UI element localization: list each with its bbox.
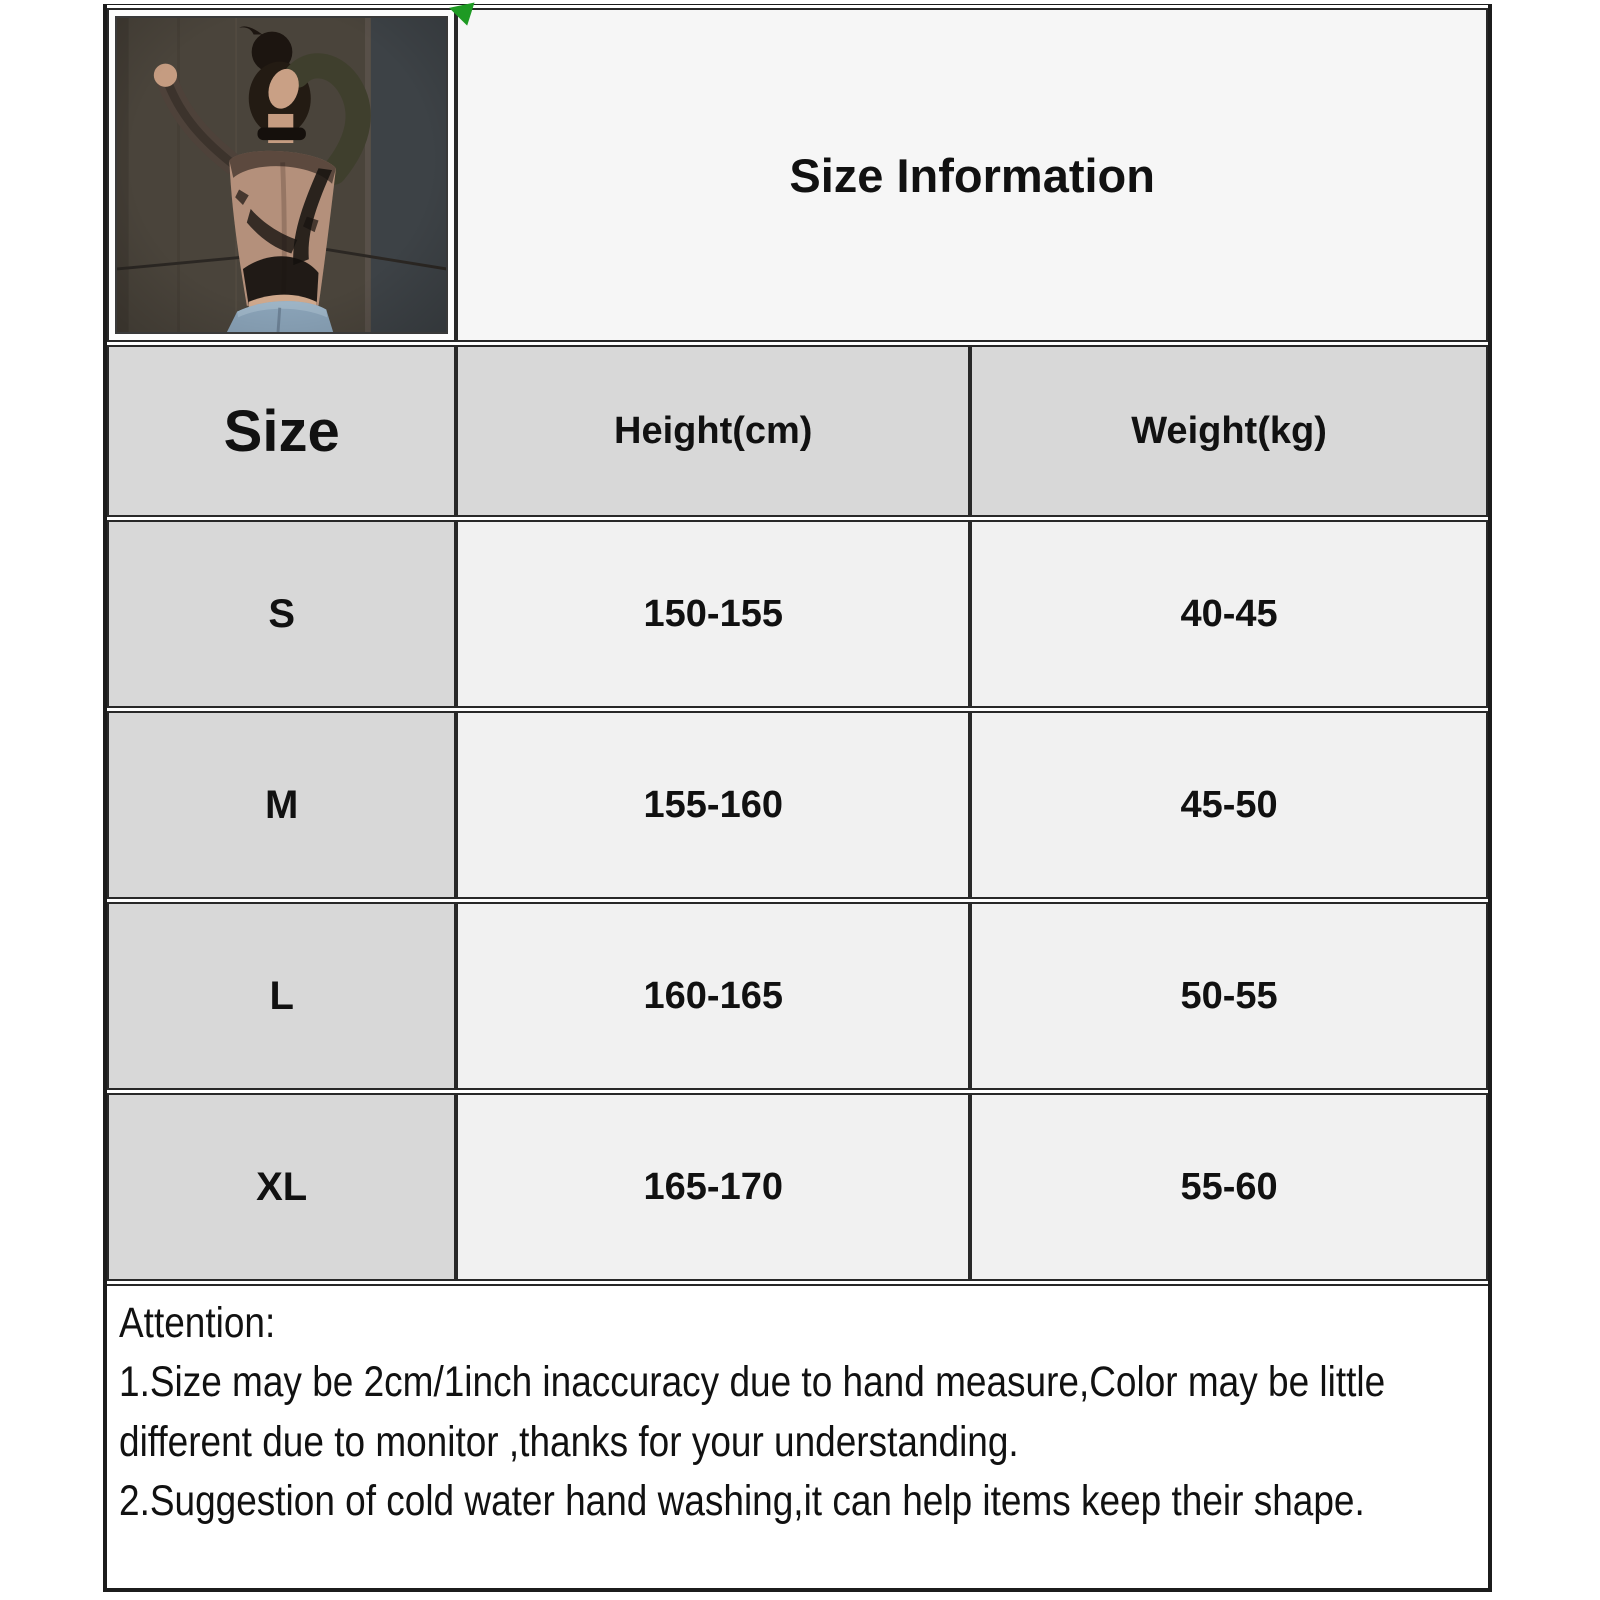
attention-note-1b: different due to monitor ,thanks for your understanding. bbox=[119, 1417, 1019, 1466]
weight-value: 50-55 bbox=[970, 902, 1488, 1090]
attention-note-1a: 1.Size may be 2cm/1inch inaccuracy due to hand measure,Color may be little bbox=[119, 1358, 1386, 1407]
attention-notes bbox=[107, 1284, 1488, 1531]
table-header-row bbox=[107, 345, 1488, 517]
attention-note-2: 2.Suggestion of cold water hand washing,it can help items keep their shape. bbox=[119, 1476, 1365, 1525]
column-header-height: Height(cm) bbox=[456, 345, 970, 517]
height-value: 150-155 bbox=[456, 520, 970, 708]
table-row bbox=[107, 1093, 1488, 1281]
height-value: 155-160 bbox=[456, 711, 970, 899]
product-photo-illustration bbox=[117, 18, 446, 332]
height-value: 165-170 bbox=[456, 1093, 970, 1281]
table-row bbox=[107, 711, 1488, 899]
height-value: 160-165 bbox=[456, 902, 970, 1090]
weight-value: 55-60 bbox=[970, 1093, 1488, 1281]
size-label: L bbox=[107, 902, 456, 1090]
table-row bbox=[107, 902, 1488, 1090]
weight-value: 45-50 bbox=[970, 711, 1488, 899]
size-chart-panel bbox=[103, 4, 1492, 1592]
weight-value: 40-45 bbox=[970, 520, 1488, 708]
top-row bbox=[107, 8, 1488, 342]
product-photo bbox=[115, 16, 448, 334]
product-photo-cell bbox=[107, 8, 456, 342]
table-row bbox=[107, 520, 1488, 708]
column-header-weight: Weight(kg) bbox=[970, 345, 1488, 517]
column-header-size: Size bbox=[107, 345, 456, 517]
size-table bbox=[107, 5, 1488, 1284]
size-label: M bbox=[107, 711, 456, 899]
size-label: XL bbox=[107, 1093, 456, 1281]
page-title: Size Information bbox=[456, 8, 1488, 342]
attention-heading: Attention: bbox=[119, 1299, 276, 1347]
size-label: S bbox=[107, 520, 456, 708]
